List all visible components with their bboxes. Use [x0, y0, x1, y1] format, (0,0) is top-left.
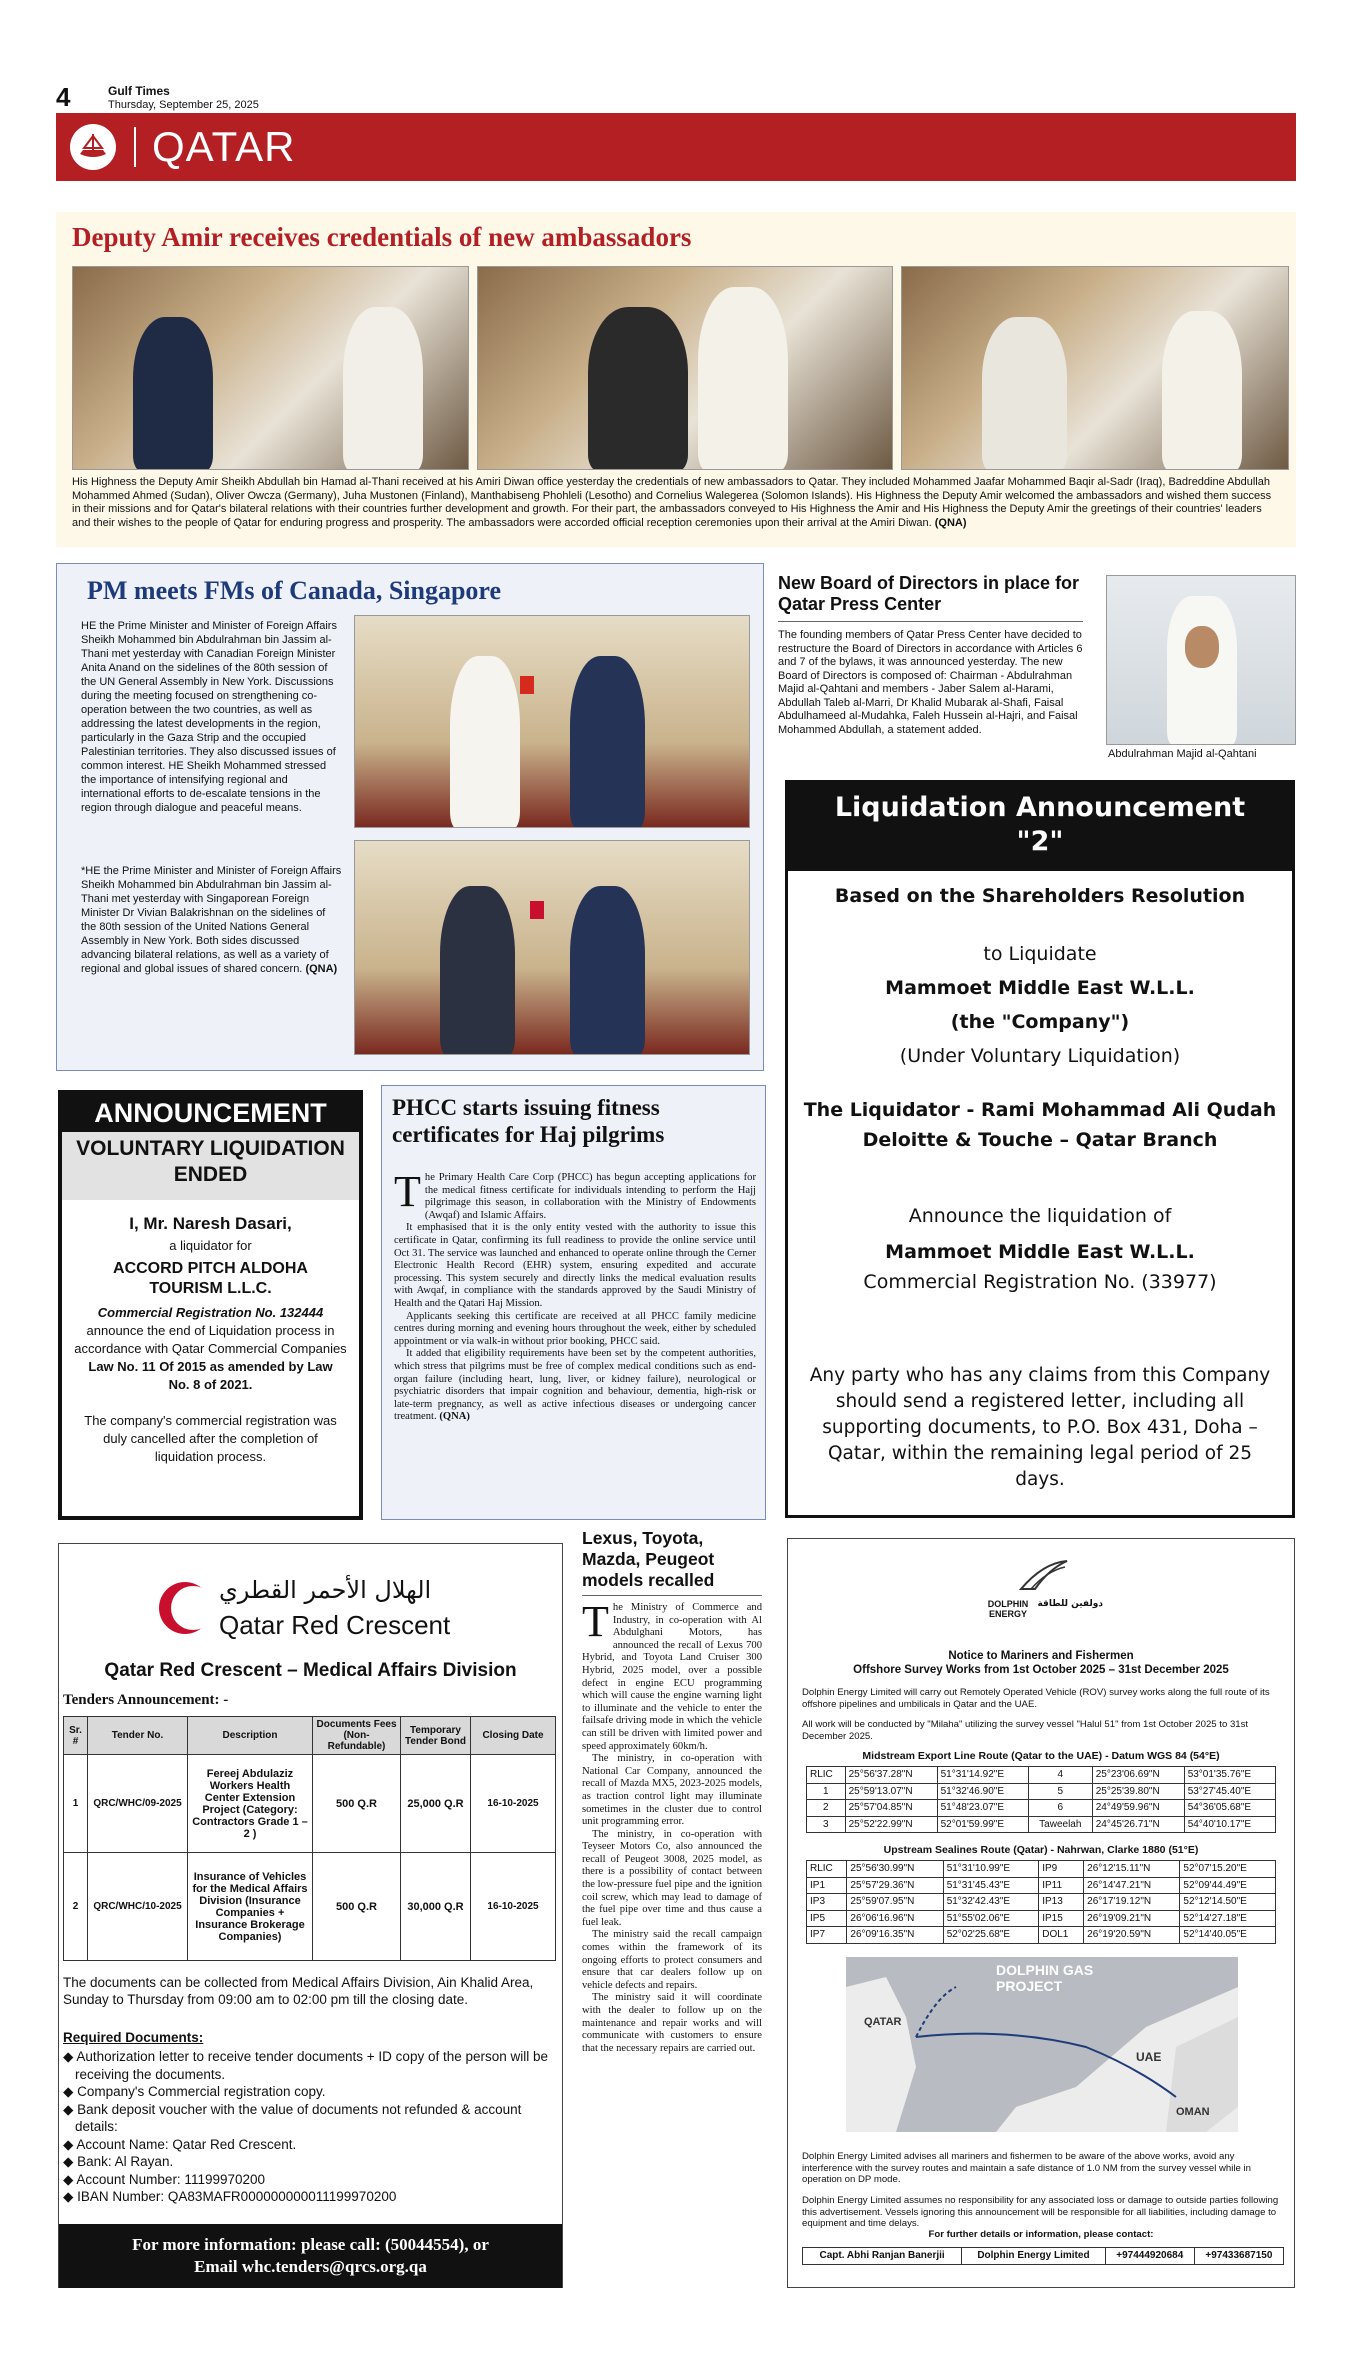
dolphin-table-2 [806, 1860, 1276, 1944]
phcc-story [381, 1085, 766, 1520]
announce-company: ACCORD PITCH ALDOHA TOURISM L.L.C. [113, 1260, 308, 1297]
list-item: ◆ IBAN Number: QA83MAFR000000000011199970200 [63, 2189, 397, 2204]
dolphin-contact-table [802, 2247, 1284, 2265]
recall-p5: The ministry said it will coordinate with the dealer to follow up on the maintenance and repair works and will communicate with customers to ensure that the necessary repairs are carried out. [582, 1992, 762, 2054]
table-cell: 500 Q.R [313, 1755, 401, 1853]
table-cell: 52°09'44.49"E [1180, 1877, 1276, 1894]
qrc-tender-table [63, 1716, 556, 1961]
table-cell: 30,000 Q.R [401, 1853, 471, 1961]
table-cell: RLIC [807, 1861, 847, 1878]
pm-photo-canada [354, 615, 750, 828]
table-cell: 16-10-2025 [471, 1853, 556, 1961]
section-emblem-icon [70, 124, 116, 170]
liquidation2-title: Liquidation Announcement "2" [788, 783, 1292, 871]
table-cell: Taweelah [1028, 1816, 1092, 1833]
table-cell: 26°19'20.59"N [1084, 1927, 1180, 1944]
table-cell: 54°40'10.17"E [1184, 1816, 1275, 1833]
phcc-source: (QNA) [439, 1411, 470, 1423]
list-item: ◆ Authorization letter to receive tender documents + ID copy of the person will be receiving the documents. [63, 2049, 549, 2082]
qrc-req-label: Required Documents: [63, 2030, 204, 2045]
table-cell: IP7 [807, 1927, 847, 1944]
table-cell: 26°06'16.96"N [847, 1910, 943, 1927]
liquidation2-line9: Mammoet Middle East W.L.L. [885, 1241, 1195, 1263]
dolphin-logo [983, 1559, 1103, 1629]
table-row [807, 1783, 1276, 1800]
deputy-caption-text: His Highness the Deputy Amir Sheikh Abdullah bin Hamad al-Thani received at his Amiri Diwan office yesterday the credentials of new ambassadors to Qatar. They included Mohammed Jaafar Mohammed Baqir al-Sadr (Iraq), Badreddine Abdullah Mohammed Ahmed (Sudan), Oliver Owcza (Germany), Juha Mustonen (Finland), Manthabiseng Phohleli (Lesotho) and Cornelius Walegerea (Solomon Islands). His Highness the Deputy Amir welcomed the ambassadors and wished them success in their missions and for Qatar's bilateral relations with their countries further development and growth. For their part, the ambassadors conveyed to His Highness the Amir and His Highness the Deputy Amir the greetings of their countries' leaders and their wishes to the people of Qatar for enduring progress and prosperity. The ambassadors were accorded official reception ceremonies upon their arrival at the Amiri Diwan. [72, 476, 1272, 529]
dolphin-p2: All work will be conducted by "Milaha" utilizing the survey vessel "Halul 51" from 1st October 2025 to 31st December 2025. [802, 1719, 1249, 1742]
dolphin-logo-icon [1013, 1559, 1073, 1595]
table-cell: 25°52'22.99"N [845, 1816, 937, 1833]
table-cell: IP11 [1039, 1877, 1084, 1894]
dolphin-t1-title: Midstream Export Line Route (Qatar to the UAE) - Datum WGS 84 (54°E) [862, 1750, 1220, 1762]
announce-role: a liquidator for [169, 1238, 252, 1253]
contact-name: Capt. Abhi Ranjan Banerjii [803, 2248, 962, 2265]
table-cell: 52°14'27.18"E [1180, 1910, 1276, 1927]
section-title: QATAR [152, 123, 296, 170]
liquidation2-line2: to Liquidate [983, 943, 1097, 965]
qrc-footer [59, 2224, 562, 2288]
table-cell: 26°17'19.12"N [1084, 1894, 1180, 1911]
phcc-p1: he Primary Health Care Corp (PHCC) has begun accepting applications for the medical fitness certificate for individuals intending to perform the Hajj pilgrimage this season, in collaboration with the Ministry of Endowments (Awqaf) and Islamic Affairs. [424, 1172, 756, 1221]
board-body: The founding members of Qatar Press Center have decided to restructure the Board of Directors in accordance with Articles 6 and 7 of the bylaws, it was announced yesterday. The new Board of Directors is composed of: Chairman - Abdulrahman Majid al-Qahtani and members - Jaber Salem al-Harami, Abdullah Taleb al-Marri, Dr Khalid Mubarak al-Shafi, Faisal Abdulhameed al-Mudahka, Faleh Hussein al-Hajri, and Faisal Mohammed Abdullah, a statement added. [778, 629, 1083, 736]
map-label-qatar: QATAR [864, 2016, 902, 2028]
table-row [807, 1894, 1276, 1911]
pm-para-2 [81, 864, 343, 976]
list-item: ◆ Account Name: Qatar Red Crescent. [63, 2136, 297, 2152]
table-cell: 6 [1028, 1800, 1092, 1817]
table-cell: IP9 [1039, 1861, 1084, 1878]
recall-p2: The ministry, in co-operation with National Car Company, announced the recall of Mazda MX5, 2023-2025 models, as traction control light may illuminate sometimes in the cluster due to control unit programming error. [582, 1753, 762, 1828]
table-cell: 51°32'42.43"E [943, 1894, 1039, 1911]
contact-phone-1: +97444920684 [1105, 2248, 1194, 2265]
list-item: ◆ Account Number: 11199970200 [63, 2171, 266, 2187]
table-cell: 53°01'35.76"E [1184, 1767, 1275, 1784]
qrc-logo-en: Qatar Red Crescent [219, 1610, 451, 1640]
liquidation2-line5: (Under Voluntary Liquidation) [899, 1045, 1181, 1067]
table-cell: 26°14'47.21"N [1084, 1877, 1180, 1894]
deputy-photo-3 [901, 266, 1289, 470]
table-cell: 24°49'59.96"N [1092, 1800, 1184, 1817]
recall-p1: he Ministry of Commerce and Industry, in co-operation with Al Abdulghani Motors, has announced the recall of Lexus 700 Hybrid, and Toyota Land Cruiser 300 Hybrid, 2025 model, over a possible defect in engine ECU programming which will cause the engine warning light to illuminate and the vehicle to enter the failsafe driving mode in which the vehicle can still be driven with limited power and speed approximately 60km/h. [582, 1602, 762, 1752]
board-headline: New Board of Directors in place for Qatar Press Center [778, 573, 1080, 614]
table-row [64, 1755, 556, 1853]
table-cell: 3 [807, 1816, 846, 1833]
phcc-p3: Applicants seeking this certificate are received at all PHCC family medicine centres during morning and evening hours throughout the week, either by scheduled appointment or via walk-in without prior booking, PHCC said. [394, 1310, 756, 1347]
table-cell: IP3 [807, 1894, 847, 1911]
liquidation2-line10: Commercial Registration No. (33977) [863, 1271, 1217, 1293]
crescent-icon [159, 1582, 211, 1634]
contact-company: Dolphin Energy Limited [962, 2248, 1106, 2265]
table-cell: Fereej Abdulaziz Workers Health Center Extension Project (Category: Contractors Grade 1 – 2 ) [188, 1755, 313, 1853]
table-cell: 54°36'05.68"E [1184, 1800, 1275, 1817]
table-cell: 4 [1028, 1767, 1092, 1784]
pm-para-2-text: *HE the Prime Minister and Minister of Foreign Affairs Sheikh Mohammed bin Abdulrahman bin Jassim al-Thani met yesterday with Singaporean Foreign Minister Dr Vivian Balakrishnan on the sidelines of the 80th session of the United Nations General Assembly in New York. Both sides discussed advancing bilateral relations, as well as a variety of regional and global issues of shared concern. [81, 865, 342, 975]
table-cell: 26°09'16.35"N [847, 1927, 943, 1944]
req-text: Bank deposit voucher with the value of documents not refunded & account details: [75, 2101, 522, 2134]
table-cell: 52°14'40.05"E [1180, 1927, 1276, 1944]
deputy-source: (QNA) [934, 516, 967, 529]
dolphin-notice-ad [787, 1538, 1295, 2288]
table-row [807, 1927, 1276, 1944]
qrc-th: Sr. # [64, 1717, 88, 1755]
table-cell: 52°12'14.50"E [1180, 1894, 1276, 1911]
table-cell: 25°25'39.80"N [1092, 1783, 1184, 1800]
qrc-footer-phone: For more information: please call: (50044554), or [132, 2235, 489, 2254]
table-cell: 2 [64, 1853, 88, 1961]
qrc-th: Temporary Tender Bond [401, 1717, 471, 1755]
table-cell: DOL1 [1039, 1927, 1084, 1944]
recall-body [582, 1597, 762, 2055]
table-cell: 25°57'04.85"N [845, 1800, 937, 1817]
liquidation2-line3: Mammoet Middle East W.L.L. [885, 977, 1195, 999]
table-cell: 5 [1028, 1783, 1092, 1800]
announce-title: ANNOUNCEMENT [62, 1094, 359, 1132]
table-cell: QRC/WHC/09-2025 [88, 1755, 188, 1853]
liquidation2-line11: Any party who has any claims from this Company should send a registered letter, including all supporting documents, to P.O. Box 431, Doha – Qatar, within the remaining legal period of 25 days. [809, 1365, 1271, 1490]
page-number: 4 [56, 82, 71, 112]
issue-date: Thursday, September 25, 2025 [108, 99, 259, 111]
section-banner [56, 113, 1296, 181]
dolphin-logo-en: DOLPHIN ENERGY [987, 1598, 1029, 1619]
table-cell: Insurance of Vehicles for the Medical Affairs Division (Insurance Companies + Insurance Brokerage Companies) [188, 1853, 313, 1961]
phcc-body [394, 1167, 756, 1424]
qrc-title: Qatar Red Crescent – Medical Affairs Division [104, 1660, 517, 1681]
dolphin-t2-title: Upstream Sealines Route (Qatar) - Nahrwan, Clarke 1880 (51°E) [883, 1844, 1199, 1856]
dolphin-p4: Dolphin Energy Limited assumes no responsibility for any associated loss or damage to outside parties following this advertisement. Vessels ignoring this announcement will be responsible for all liabilities, including damage to equipment and time delays. [802, 2195, 1279, 2229]
table-cell: 51°31'10.99"E [943, 1861, 1039, 1878]
qrc-footer-email: Email whc.tenders@qrcs.org.qa [194, 2257, 427, 2276]
table-cell: IP1 [807, 1877, 847, 1894]
table-cell: 1 [64, 1755, 88, 1853]
recall-p3: The ministry, in co-operation with Teyseer Motors Co, also announced the recall of Peugeot 3008, 2025 model, as there is a possibility of contact between the low-pressure fuel pipe and the ignition coil screw, which may lead to damage of the fuel pipe over time and thus cause a fuel leak. [582, 1828, 762, 1928]
deputy-amir-story [56, 212, 1296, 547]
req-text: Authorization letter to receive tender documents + ID copy of the person will be receiving the documents. [75, 2049, 549, 2082]
table-cell: 25°59'07.95"N [847, 1894, 943, 1911]
table-cell: 52°02'25.68"E [943, 1927, 1039, 1944]
map-title-1: DOLPHIN GAS [996, 1962, 1094, 1978]
phcc-p4-wrap [394, 1348, 756, 1424]
board-story [778, 563, 1296, 763]
dolphin-table-1 [806, 1766, 1276, 1833]
contact-phone-2: +97433687150 [1194, 2248, 1283, 2265]
dolphin-notice-subtitle: Offshore Survey Works from 1st October 2025 – 31st December 2025 [853, 1664, 1229, 1676]
table-row [64, 1853, 556, 1961]
table-row [803, 2248, 1284, 2265]
dolphin-contact-label: For further details or information, please contact: [928, 2229, 1154, 2240]
liquidation2-line4: (the "Company") [950, 1011, 1130, 1033]
table-row [807, 1877, 1276, 1894]
recall-p4: The ministry said the recall campaign comes within the framework of its ongoing efforts to protect consumers and ensure that car dealers follow up on vehicle defects and repairs. [582, 1929, 762, 1991]
table-cell: 26°19'09.21"N [1084, 1910, 1180, 1927]
req-text: Account Name: Qatar Red Crescent. [76, 2136, 297, 2152]
liquidation2-line7: Deloitte & Touche – Qatar Branch [862, 1129, 1218, 1151]
dolphin-map [846, 1957, 1238, 2132]
paper-name: Gulf Times [108, 84, 170, 98]
qrc-tender-ad [58, 1543, 563, 2288]
dolphin-notice-title: Notice to Mariners and Fishermen [948, 1650, 1134, 1662]
table-cell: 52°07'15.20"E [1180, 1861, 1276, 1878]
table-cell: 51°31'45.43"E [943, 1877, 1039, 1894]
deputy-photo-1 [72, 266, 469, 470]
liquidation2-line6: The Liquidator - Rami Mohammad Ali Qudah [803, 1099, 1277, 1121]
pm-photo-singapore [354, 840, 750, 1055]
table-cell: IP5 [807, 1910, 847, 1927]
announce-law: Law No. 11 Of 2015 as amended by Law No. 8 of 2021. [88, 1359, 333, 1392]
table-row [807, 1861, 1276, 1878]
deputy-photo-2 [477, 266, 893, 470]
table-cell: RLIC [807, 1767, 846, 1784]
req-text: Bank: Al Rayan. [77, 2154, 174, 2169]
table-cell: 1 [807, 1783, 846, 1800]
liquidation2-line8: Announce the liquidation of [908, 1205, 1172, 1227]
list-item: ◆ Company's Commercial registration copy. [63, 2084, 326, 2099]
phcc-p2: It emphasised that it is the only entity vested with the authority to issue this certificate in Qatar, confirming its full readiness to provide the online service until Oct 31. The service was launched and enhanced to operate online through the Cerner Electronic Health Record (EHR) system, ensuring expedited and accurate processing. This system securely and directly links the medical evaluation results with Awqaf, in compliance with the standards approved by the Saudi Ministry of Health and the Qatari Haj Mission. [394, 1222, 756, 1309]
table-cell: IP15 [1039, 1910, 1084, 1927]
table-row [807, 1767, 1276, 1784]
table-cell: 25°23'06.69"N [1092, 1767, 1184, 1784]
phcc-headline: PHCC starts issuing fitness certificates for Haj pilgrims [392, 1095, 665, 1147]
map-label-oman: OMAN [1176, 2106, 1210, 2118]
table-cell: 16-10-2025 [471, 1755, 556, 1853]
table-cell: QRC/WHC/10-2025 [88, 1853, 188, 1961]
pm-story [56, 563, 764, 1071]
qrc-collect-text: The documents can be collected from Medical Affairs Division, Ain Khalid Area, Sunday to Thursday from 09:00 am to 02:00 pm till the closing date. [63, 1975, 534, 2007]
liquidation2-line1: Based on the Shareholders Resolution [834, 885, 1246, 907]
table-cell: IP13 [1039, 1894, 1084, 1911]
dolphin-p1: Dolphin Energy Limited will carry out Remotely Operated Vehicle (ROV) survey works along the full route of its offshore pipelines and umbilicals in Qatar and the UAE. [802, 1687, 1270, 1710]
table-cell: 26°12'15.11"N [1084, 1861, 1180, 1878]
table-cell: 25,000 Q.R [401, 1755, 471, 1853]
pm-para-1: HE the Prime Minister and Minister of Foreign Affairs Sheikh Mohammed bin Abdulrahman bin Jassim al-Thani met yesterday with Canadian Foreign Minister Anita Anand on the sidelines of the 80th session of the UN General Assembly in New York. Discussions during the meeting focused on strengthening co-operation between the two countries, as well as addressing the latest developments in the region, particularly in the Gaza Strip and the occupied Palestinian territories. They also discussed issues of common interest. HE Sheikh Mohammed stressed the importance of intensifying regional and international efforts to de-escalate tensions in the region through dialogue and peaceful means. [81, 620, 337, 814]
table-cell: 24°45'26.71"N [1092, 1816, 1184, 1833]
deputy-headline: Deputy Amir receives credentials of new ambassadors [72, 222, 692, 252]
board-photo-caption: Abdulrahman Majid al-Qahtani [1108, 748, 1257, 760]
announce-subtitle: VOLUNTARY LIQUIDATION ENDED [62, 1132, 359, 1200]
pm-source: (QNA) [305, 963, 338, 975]
announce-text1: announce the end of Liquidation process in accordance with Qatar Commercial Companies [74, 1323, 347, 1356]
announce-text2: The company's commercial registration was duly cancelled after the completion of liquidation process. [84, 1413, 337, 1464]
phcc-dropcap: T [394, 1167, 421, 1216]
qrc-th: Tender No. [88, 1717, 188, 1755]
table-row [807, 1800, 1276, 1817]
table-cell: 25°59'13.07"N [845, 1783, 937, 1800]
dolphin-p3: Dolphin Energy Limited advises all mariners and fishermen to be aware of the above works, avoid any interference with the survey routes and maintain a safe distance of 1.0 NM from the survey vessel while in operation on DP mode. [802, 2151, 1251, 2185]
req-text: Account Number: 11199970200 [76, 2171, 266, 2187]
table-cell: 25°57'29.36"N [847, 1877, 943, 1894]
voluntary-liquidation-ad [58, 1090, 363, 1520]
qrc-tenders-label: Tenders Announcement: - [63, 1692, 229, 1708]
pm-headline: PM meets FMs of Canada, Singapore [87, 576, 502, 605]
qrc-th: Closing Date [471, 1717, 556, 1755]
table-row [807, 1816, 1276, 1833]
list-item: ◆ Bank deposit voucher with the value of documents not refunded & account details: [63, 2101, 522, 2134]
liquidation2-ad [785, 780, 1295, 1518]
recall-story [582, 1528, 762, 2288]
table-cell: 2 [807, 1800, 846, 1817]
table-cell: 500 Q.R [313, 1853, 401, 1961]
table-cell: 51°31'14.92"E [937, 1767, 1028, 1784]
table-cell: 51°32'46.90"E [937, 1783, 1028, 1800]
dolphin-logo-ar: دولفين للطاقة [1037, 1598, 1103, 1609]
map-title-2: PROJECT [996, 1978, 1063, 1994]
req-text: Company's Commercial registration copy. [77, 2084, 326, 2099]
table-cell: 51°55'02.06"E [943, 1910, 1039, 1927]
table-row [807, 1910, 1276, 1927]
table-cell: 25°56'37.28"N [845, 1767, 937, 1784]
qrc-th: Documents Fees (Non-Refundable) [313, 1717, 401, 1755]
map-label-uae: UAE [1136, 2050, 1162, 2064]
table-cell: 53°27'45.40"E [1184, 1783, 1275, 1800]
req-text: IBAN Number: QA83MAFR000000000011199970200 [77, 2189, 397, 2204]
table-cell: 25°56'30.99"N [847, 1861, 943, 1878]
deputy-caption [72, 476, 1282, 530]
recall-dropcap: T [582, 1597, 609, 1646]
board-photo [1106, 575, 1296, 745]
qrc-req-list [63, 2048, 553, 2206]
qrc-th: Description [188, 1717, 313, 1755]
recall-headline: Lexus, Toyota, Mazda, Peugeot models recalled [582, 1528, 715, 1590]
table-cell: 52°01'59.99"E [937, 1816, 1028, 1833]
qrc-logo [159, 1574, 479, 1644]
announce-cr: Commercial Registration No. 132444 [97, 1305, 324, 1320]
phcc-p4: It added that eligibility requirements have been set by the competent authorities, which stress that pilgrims must be free of complex medical conditions such as end-organ failure (including heart, lung, liver, or kidney failure), neurological or psychiatric disorders that impair cognition and behaviour, dementia, high-risk or late-term pregnancy, as well as active infectious diseases or undergoing cancer treatment. [394, 1348, 756, 1423]
list-item: ◆ Bank: Al Rayan. [63, 2154, 174, 2169]
table-cell: 51°48'23.07"E [937, 1800, 1028, 1817]
qrc-logo-ar: الهلال الأحمر القطري [219, 1576, 432, 1604]
announce-name: I, Mr. Naresh Dasari, [129, 1214, 292, 1233]
